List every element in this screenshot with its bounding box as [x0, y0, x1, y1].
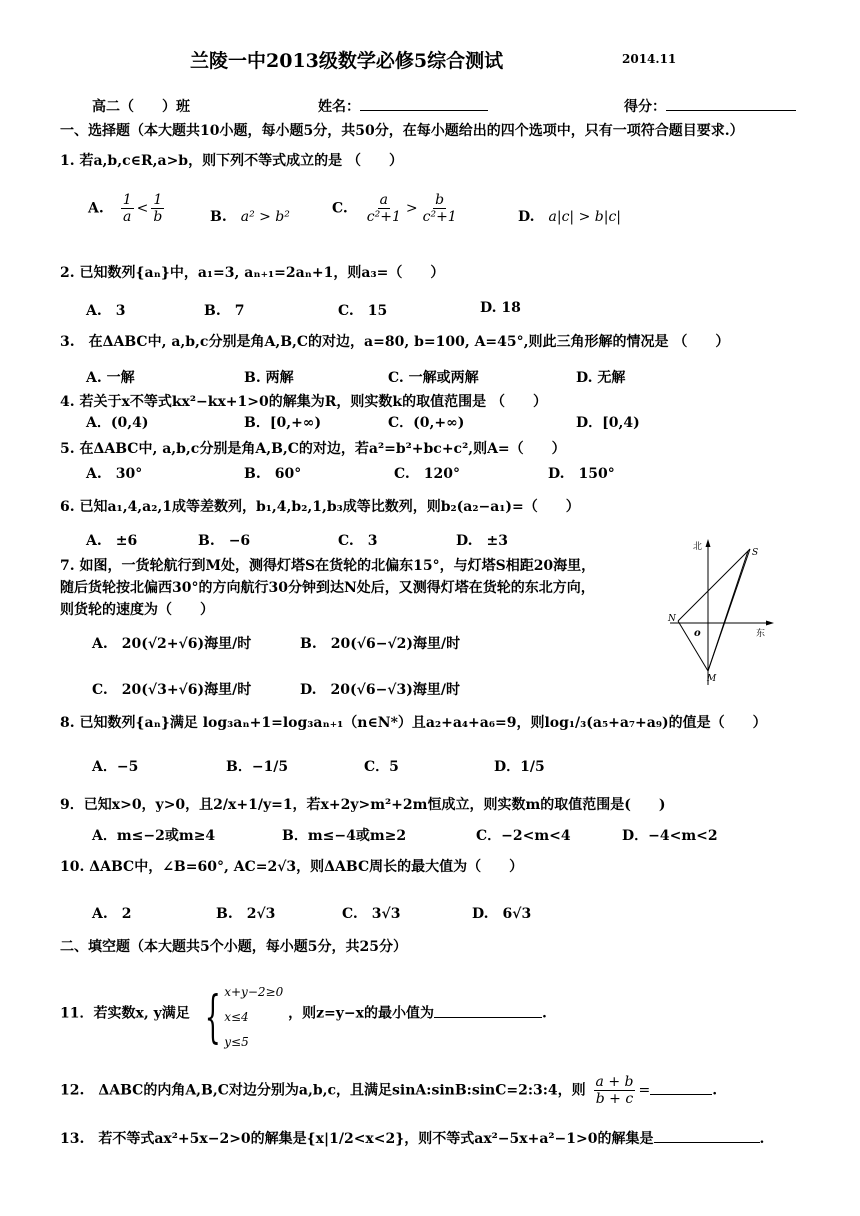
fig-label-north: 北 — [693, 542, 703, 552]
q8-option-d[interactable]: D．1/5 — [494, 759, 545, 775]
q8-option-b[interactable]: B．−1/5 — [226, 759, 289, 775]
q1-option-c[interactable]: C. $\frac{a}{\text{c²+1}}$ > $\frac{b}{\text{c²+1}}$ — [332, 192, 457, 226]
q7-option-a[interactable]: A. 20(√2+√6)海里/时 — [92, 636, 252, 652]
question-11: 11．若实数x, y满足 { x+y−2≥0 x≤4 y≤5 ，则z=y−x的最小值为 . — [60, 976, 547, 1051]
q11-constraint-3: y≤5 — [224, 1035, 249, 1049]
q10-option-c[interactable]: C. 3√3 — [342, 906, 401, 922]
q11-answer-blank[interactable] — [434, 1017, 542, 1018]
q2-option-b[interactable]: B. 7 — [204, 303, 245, 319]
question-13: 13. 若不等式ax²+5x−2>0的解集是{x|1/2<x<2}，则不等式ax²−5x+a²−1>0的解集是 . — [60, 1131, 765, 1147]
fig-label-m: M — [707, 674, 717, 684]
q1-option-d[interactable]: D. a|c| > b|c| — [518, 209, 622, 225]
q6-option-c[interactable]: C. 3 — [338, 533, 378, 549]
q5-option-b[interactable]: B. 60° — [244, 466, 302, 482]
q10-option-a[interactable]: A. 2 — [92, 906, 132, 922]
q3-option-d[interactable]: D. 无解 — [576, 370, 626, 386]
q7-option-c[interactable]: C. 20(√3+√6)海里/时 — [92, 682, 252, 698]
question-7-line-2: 随后货轮按北偏西30°的方向航行30分钟到达N处后，又测得灯塔在货轮的东北方向， — [60, 580, 595, 596]
question-4: 4. 若关于x不等式kx²−kx+1>0的解集为R，则实数k的取值范围是 （ ） — [60, 394, 547, 410]
q3-option-c[interactable]: C. 一解或两解 — [388, 370, 479, 386]
q13-answer-blank[interactable] — [654, 1142, 760, 1143]
q2-option-c[interactable]: C. 15 — [338, 303, 388, 319]
q6-option-d[interactable]: D. ±3 — [456, 533, 508, 549]
class-field: 高二（ ）班 — [92, 99, 190, 115]
page-title: 兰陵一中2013级数学必修5综合测试 — [190, 50, 504, 72]
q11-constraint-2: x≤4 — [224, 1010, 249, 1024]
q11-constraint-1: x+y−2≥0 — [224, 985, 284, 999]
question-2: 2. 已知数列{aₙ}中，a₁=3, aₙ₊₁=2aₙ+1，则a₃=（ ） — [60, 265, 445, 281]
q4-option-c[interactable]: C．(0,+∞) — [388, 415, 465, 431]
question-8: 8. 已知数列{aₙ}满足 log₃aₙ+1=log₃aₙ₊₁（n∈N*）且a₂+a₄+a₆=9，则log₁/₃(a₅+a₇+a₉)的值是（ ） — [60, 715, 767, 731]
q9-option-a[interactable]: A．m≤−2或m≥4 — [92, 828, 216, 844]
q4-option-a[interactable]: A．(0,4) — [86, 415, 149, 431]
fig-label-o: o — [694, 628, 701, 639]
q3-option-a[interactable]: A. 一解 — [86, 370, 135, 386]
q3-option-b[interactable]: B. 两解 — [244, 370, 294, 386]
q5-option-d[interactable]: D. 150° — [548, 466, 615, 482]
fig-label-n: N — [668, 614, 676, 624]
q7-navigation-figure — [660, 535, 780, 695]
question-10: 10. ΔABC中，∠B=60°, AC=2√3，则ΔABC周长的最大值为（ ） — [60, 859, 524, 875]
section-choice-heading: 一、选择题（本大题共10小题，每小题5分，共50分，在每小题给出的四个选项中，只有一项符合题目要求.） — [60, 123, 744, 139]
q6-option-b[interactable]: B. −6 — [198, 533, 251, 549]
question-7-line-1: 7. 如图，一货轮航行到M处，测得灯塔S在货轮的北偏东15°，与灯塔S相距20海里， — [60, 558, 596, 574]
question-12: 12. ΔABC的内角A,B,C对边分别为a,b,c，且满足sinA:sinB:sinC=2:3:4，则 $\frac{a + b}{b + c}$ = . — [60, 1074, 718, 1108]
q4-option-d[interactable]: D．[0,4) — [576, 415, 640, 431]
q7-option-b[interactable]: B. 20(√6−√2)海里/时 — [300, 636, 461, 652]
q5-option-c[interactable]: C. 120° — [394, 466, 460, 482]
q8-option-c[interactable]: C．5 — [364, 759, 399, 775]
q1-option-a[interactable]: A. $\frac{1}{a}$ < $\frac{1}{b}$ — [88, 192, 163, 226]
q2-option-a[interactable]: A. 3 — [86, 303, 126, 319]
q6-option-a[interactable]: A. ±6 — [86, 533, 138, 549]
q5-option-a[interactable]: A. 30° — [86, 466, 143, 482]
q7-option-d[interactable]: D. 20(√6−√3)海里/时 — [300, 682, 460, 698]
question-1: 1. 若a,b,c∈R,a>b，则下列不等式成立的是 （ ） — [60, 153, 403, 169]
exam-date: 2014.11 — [622, 52, 677, 66]
section-fill-heading: 二、填空题（本大题共5个小题，每小题5分，共25分） — [60, 939, 407, 955]
score-field[interactable]: 得分： — [624, 96, 796, 116]
q9-option-c[interactable]: C．−2<m<4 — [476, 828, 571, 844]
q9-option-d[interactable]: D．−4<m<2 — [622, 828, 718, 844]
q4-option-b[interactable]: B．[0,+∞) — [244, 415, 322, 431]
fig-label-east: 东 — [756, 629, 766, 639]
name-field[interactable]: 姓名： — [318, 96, 488, 116]
question-6: 6. 已知a₁,4,a₂,1成等差数列，b₁,4,b₂,1,b₃成等比数列，则b₂(a₂−a₁)=（ ） — [60, 499, 580, 515]
q1-option-b[interactable]: B. a² > b² — [210, 209, 290, 225]
question-9: 9．已知x>0，y>0，且2/x+1/y=1，若x+2y>m²+2m恒成立，则实数m的取值范围是( ) — [60, 797, 666, 813]
fig-label-s: S — [752, 548, 759, 558]
q9-option-b[interactable]: B．m≤−4或m≥2 — [282, 828, 407, 844]
q12-answer-blank[interactable] — [650, 1094, 712, 1095]
q8-option-a[interactable]: A．−5 — [92, 759, 139, 775]
question-3: 3. 在ΔABC中, a,b,c分别是角A,B,C的对边，a=80, b=100, A=45°,则此三角形解的情况是 （ ） — [60, 334, 730, 350]
q10-option-b[interactable]: B. 2√3 — [216, 906, 276, 922]
question-5: 5. 在ΔABC中, a,b,c分别是角A,B,C的对边，若a²=b²+bc+c²,则A=（ ） — [60, 441, 566, 457]
q10-option-d[interactable]: D. 6√3 — [472, 906, 532, 922]
question-7-line-3: 则货轮的速度为（ ） — [60, 602, 214, 618]
q2-option-d[interactable]: D. 18 — [480, 300, 521, 316]
